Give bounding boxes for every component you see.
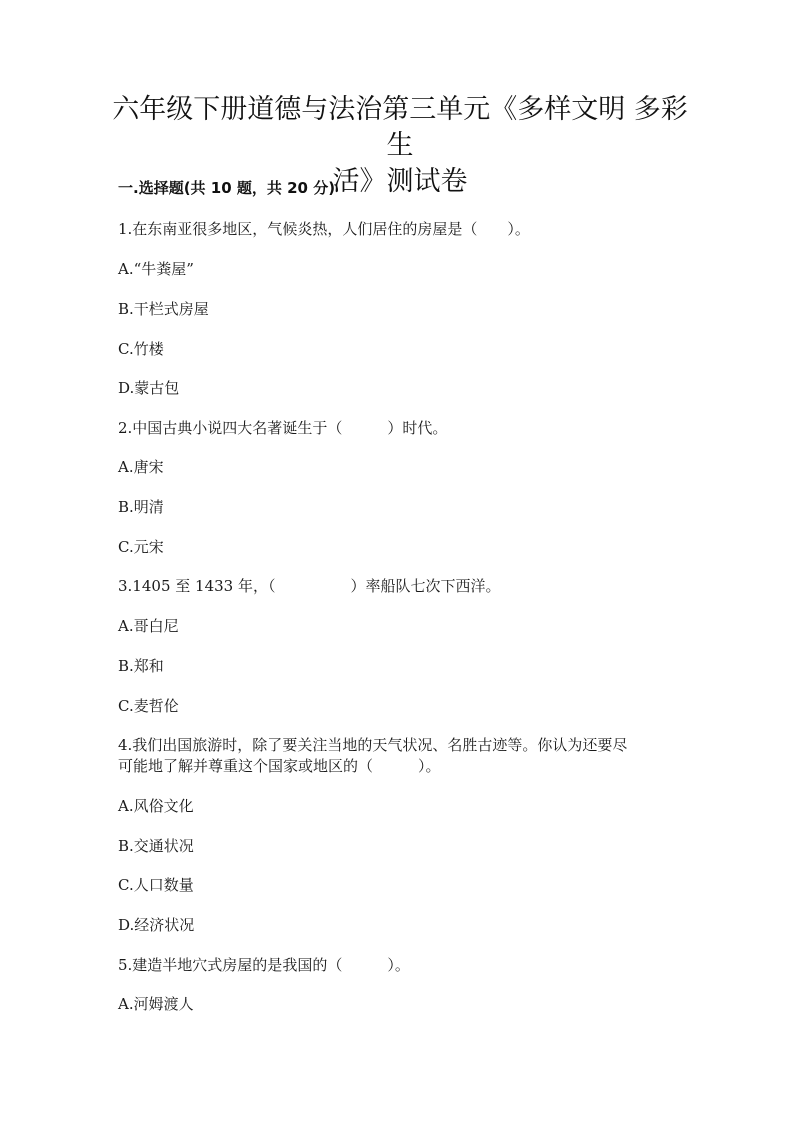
- question-4-stem-line-1: 4.我们出国旅游时，除了要关注当地的天气状况、名胜古迹等。你认为还要尽: [118, 736, 628, 754]
- question-4-option-d: D.经济状况: [118, 916, 195, 934]
- section-heading: 一.选择题(共 10 题，共 20 分): [118, 179, 336, 197]
- title-line-1: 六年级下册道德与法治第三单元《多样文明 多彩生: [112, 94, 688, 161]
- question-3-option-c: C.麦哲伦: [118, 697, 179, 715]
- question-4-option-a: A.风俗文化: [118, 797, 194, 815]
- question-4-option-b: B.交通状况: [118, 837, 194, 855]
- question-3-option-a: A.哥白尼: [118, 617, 179, 635]
- question-1-option-c: C.竹楼: [118, 340, 164, 358]
- title-line-2: 活》测试卷: [332, 166, 468, 197]
- question-3-option-b: B.郑和: [118, 657, 164, 675]
- question-4-option-c: C.人口数量: [118, 876, 194, 894]
- question-4-stem-line-2: 可能地了解并尊重这个国家或地区的（ ）。: [118, 757, 441, 775]
- question-2-option-a: A.唐宋: [118, 458, 164, 476]
- question-5-option-a: A.河姆渡人: [118, 995, 194, 1013]
- question-2-option-c: C.元宋: [118, 538, 164, 556]
- question-2-stem: 2.中国古典小说四大名著诞生于（ ）时代。: [118, 419, 448, 437]
- question-3-stem: 3.1405 至 1433 年，（ ）率船队七次下西洋。: [118, 577, 501, 595]
- question-2-option-b: B.明清: [118, 498, 164, 516]
- question-1-option-d: D.蒙古包: [118, 379, 180, 397]
- question-1-option-a: A.“牛粪屋”: [118, 260, 194, 278]
- question-5-stem: 5.建造半地穴式房屋的是我国的（ ）。: [118, 956, 410, 974]
- question-1-option-b: B.干栏式房屋: [118, 300, 209, 318]
- question-1-stem: 1.在东南亚很多地区，气候炎热，人们居住的房屋是（ ）。: [118, 220, 530, 238]
